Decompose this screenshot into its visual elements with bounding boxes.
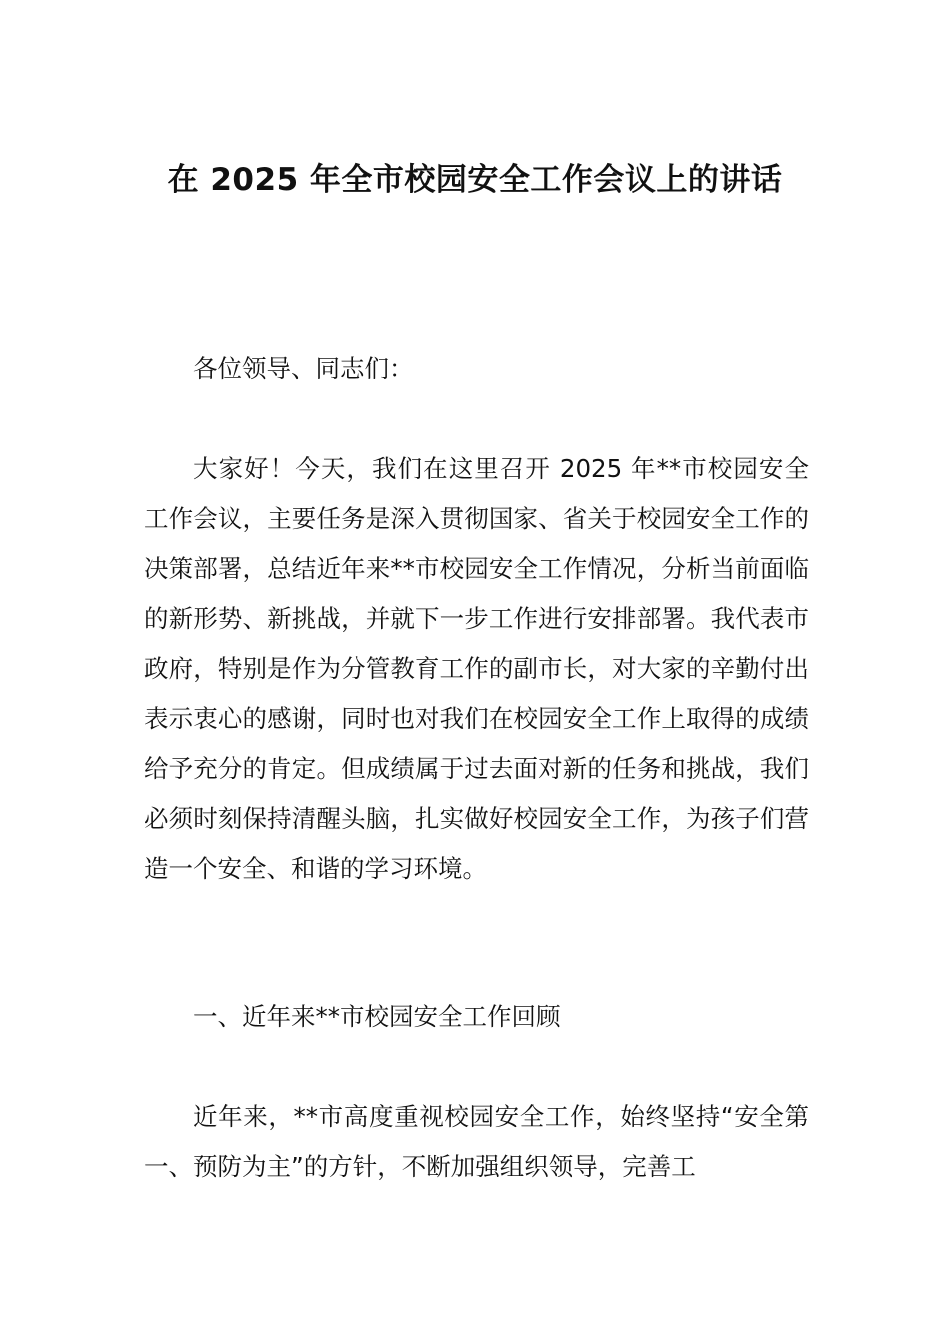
intro-paragraph: 大家好！今天，我们在这里召开 2025 年**市校园安全工作会议，主要任务是深入贯彻国家、省关于校园安全工作的决策部署，总结近年来**市校园安全工作情况，分析当前面临的新形势、新挑战，并就下一步工作进行安排部署。我代表市政府，特别是作为分管教育工作的副市长，对大家的辛勤付出表示衷心的感谢，同时也对我们在校园安全工作上取得的成绩给予充分的肯定。但成绩属于过去面对新的任务和挑战，我们必须时刻保持清醒头脑，扎实做好校园安全工作，为孩子们营造一个安全、和谐的学习环境。 — [144, 454, 809, 883]
section-heading: 一、近年来**市校园安全工作回顾 — [193, 1002, 561, 1031]
review-paragraph: 近年来，**市高度重视校园安全工作，始终坚持“安全第一、预防为主”的方针，不断加强组织领导，完善工 — [144, 1102, 809, 1181]
document-title: 在 2025 年全市校园安全工作会议上的讲话 — [167, 162, 783, 198]
salutation-paragraph: 各位领导、同志们： — [193, 354, 414, 383]
